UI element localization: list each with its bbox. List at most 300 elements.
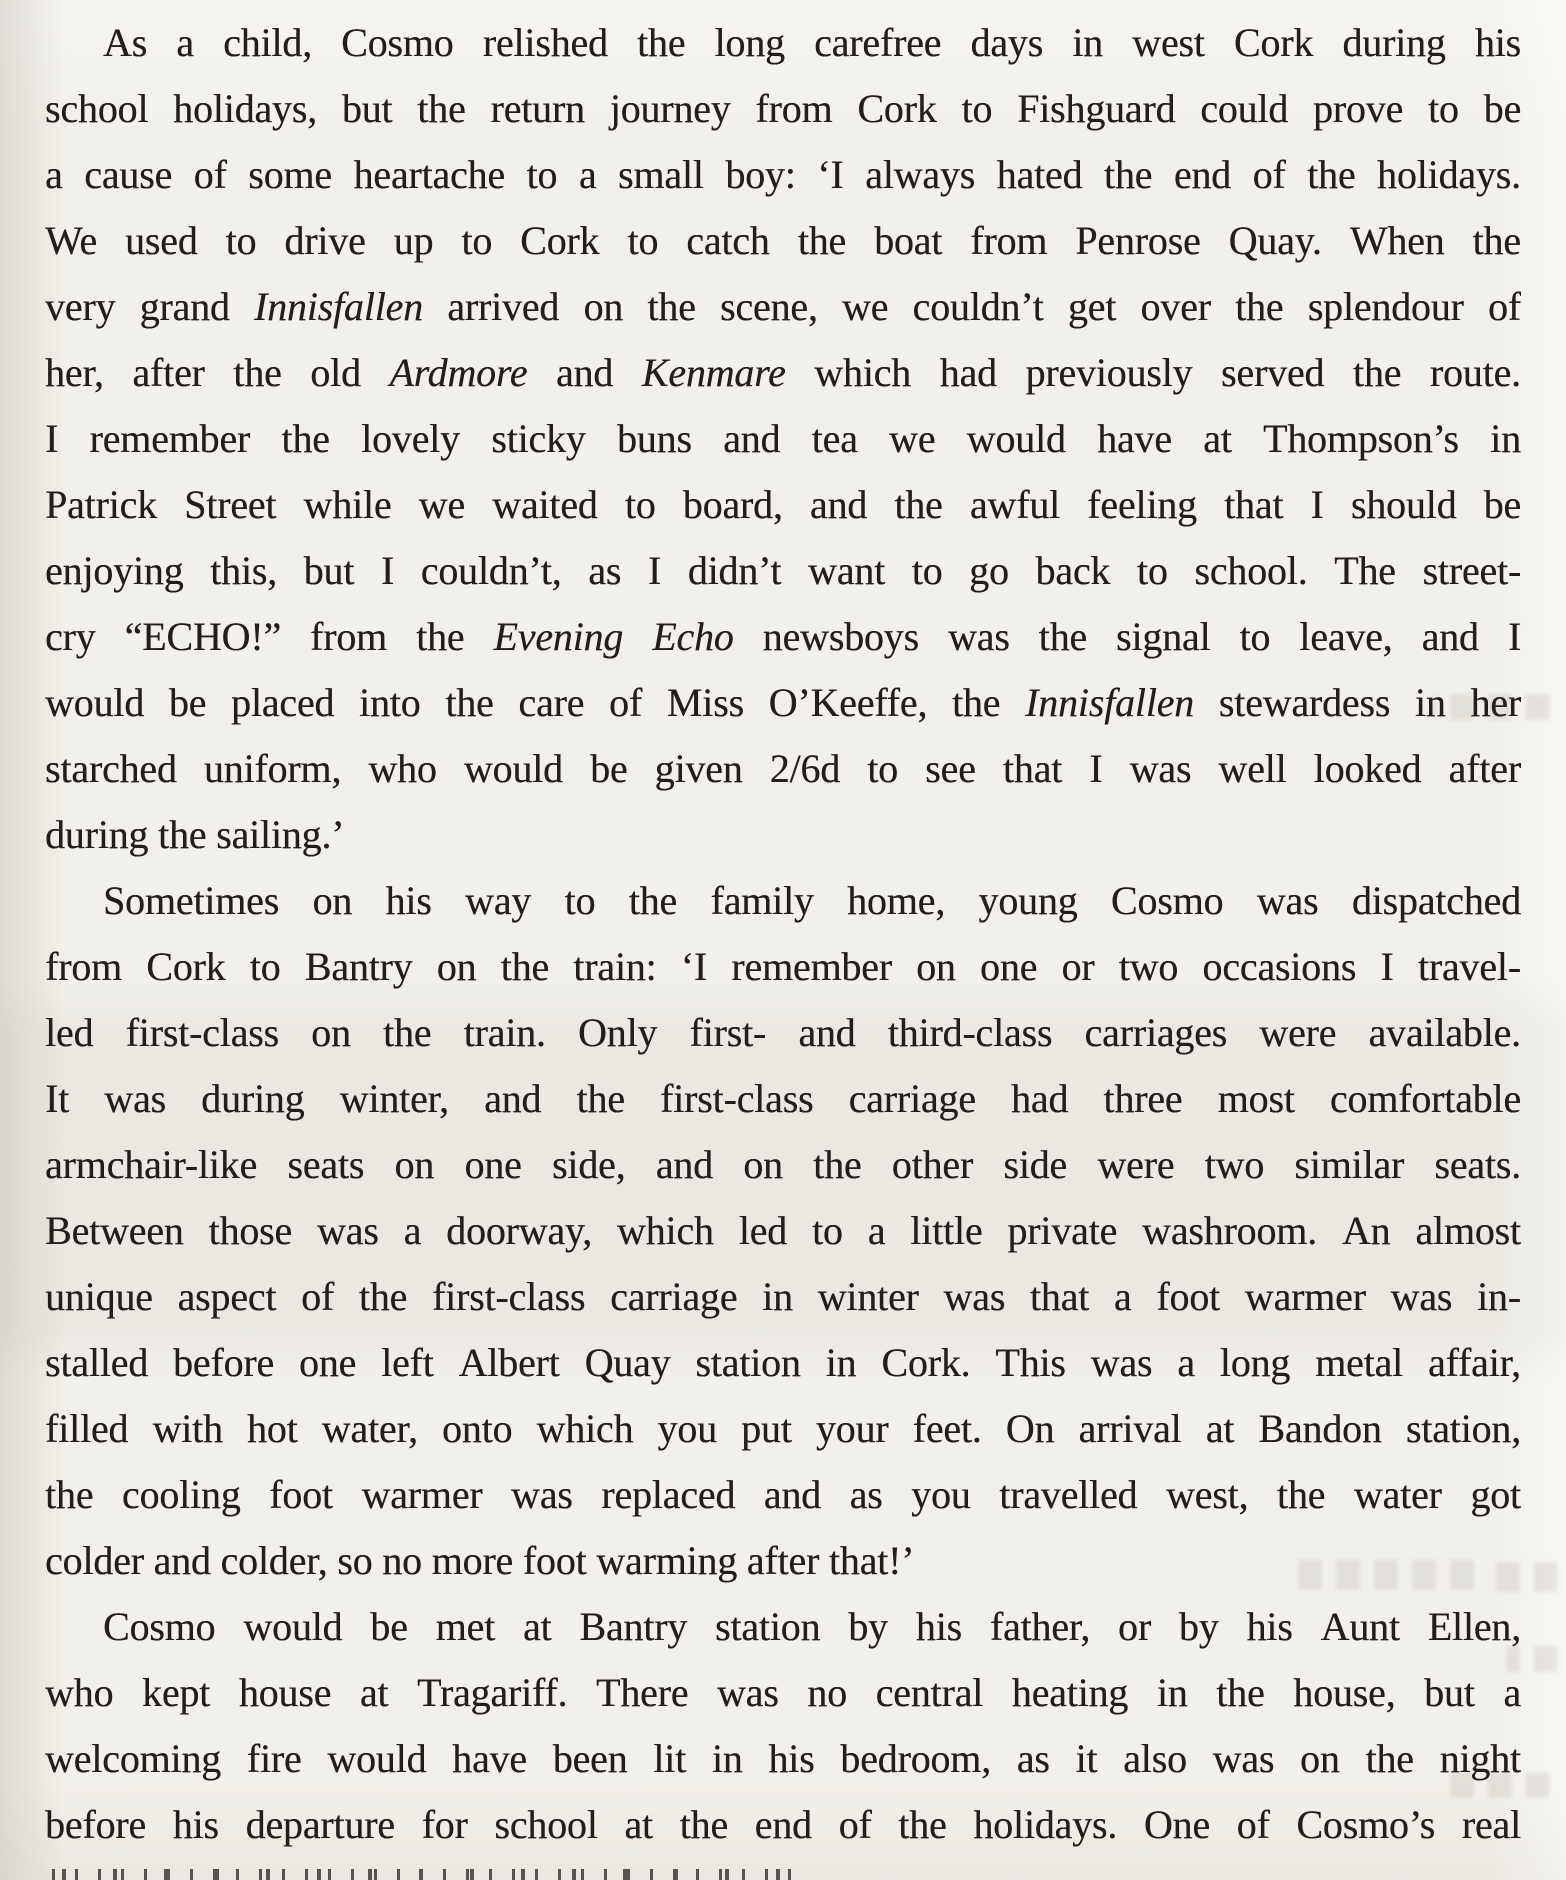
word: catch	[686, 218, 770, 263]
word: at	[1203, 416, 1232, 461]
text-line	[45, 10, 1521, 76]
text-line	[45, 1528, 1521, 1594]
word: way	[465, 878, 532, 923]
word: up	[393, 218, 434, 263]
word: at	[1205, 1406, 1235, 1451]
word: but	[341, 86, 393, 131]
word: go	[969, 548, 1009, 593]
text-line	[45, 1330, 1521, 1396]
word: occasions	[1202, 944, 1357, 989]
word: and	[723, 416, 781, 461]
word: as	[1016, 1736, 1050, 1781]
text: during the sailing.’	[45, 812, 345, 857]
word: street-	[1422, 548, 1521, 593]
word: his	[1246, 1604, 1293, 1649]
word: family	[710, 878, 814, 923]
text-line	[45, 472, 1521, 538]
word: was	[1212, 1736, 1275, 1781]
word: the	[797, 218, 846, 263]
paragraph	[45, 10, 1521, 868]
word: train.	[463, 1010, 546, 1055]
word: a	[1113, 1274, 1132, 1319]
word: Miss	[666, 680, 744, 725]
word: the	[45, 1472, 94, 1517]
word: was	[716, 1670, 779, 1715]
word: the	[1307, 152, 1356, 197]
word: to	[811, 1208, 843, 1253]
word: looked	[1313, 746, 1422, 791]
word: in	[762, 1274, 793, 1319]
word: station	[715, 1604, 821, 1649]
word: served	[1221, 350, 1325, 395]
word: long	[714, 20, 785, 65]
word: stewardess	[1218, 680, 1391, 725]
word: and	[798, 1010, 856, 1055]
word: When	[1349, 218, 1445, 263]
word: Cosmo’s	[1296, 1802, 1435, 1847]
word: while	[303, 482, 392, 527]
word: heartache	[353, 152, 505, 197]
word: to	[1239, 614, 1271, 659]
word: was	[1256, 878, 1319, 923]
word: we	[841, 284, 889, 329]
word: got	[1470, 1472, 1521, 1517]
word: buns	[616, 416, 692, 461]
word: before	[173, 1340, 274, 1385]
word: to	[911, 548, 943, 593]
word: Cork	[520, 218, 600, 263]
word: and	[555, 350, 614, 395]
word: of	[838, 1802, 872, 1847]
word: should	[1350, 482, 1457, 527]
word: most	[1217, 1076, 1295, 1121]
word: was	[1090, 1340, 1153, 1385]
word: you	[657, 1406, 717, 1451]
word: and	[484, 1076, 542, 1121]
word: An	[1341, 1208, 1391, 1253]
word: aspect	[177, 1274, 277, 1319]
word: cause	[84, 152, 173, 197]
word: train:	[573, 944, 657, 989]
word: carefree	[814, 20, 942, 65]
word: almost	[1415, 1208, 1521, 1253]
word: in-	[1476, 1274, 1521, 1319]
word: hot	[246, 1406, 298, 1451]
word: his	[1474, 20, 1521, 65]
word: left	[381, 1340, 434, 1385]
word: on	[436, 944, 477, 989]
word: water	[1353, 1472, 1442, 1517]
word: by	[1178, 1604, 1219, 1649]
word: water,	[321, 1406, 418, 1451]
word: over	[1140, 284, 1211, 329]
word: end	[754, 1802, 812, 1847]
word: private	[1007, 1208, 1118, 1253]
text-line	[45, 142, 1521, 208]
word: well	[1218, 746, 1287, 791]
text-line	[45, 802, 1521, 868]
word: led	[738, 1208, 787, 1253]
word: Quay	[584, 1340, 671, 1385]
word: was	[511, 1472, 573, 1517]
word: couldn’t,	[420, 548, 562, 593]
word: similar	[1294, 1142, 1405, 1187]
word: had	[1011, 1076, 1069, 1121]
word: Quay.	[1228, 218, 1322, 263]
word: Penrose	[1075, 218, 1201, 263]
word: relished	[482, 20, 608, 65]
word: leave,	[1299, 614, 1393, 659]
word: Tragariff.	[417, 1670, 568, 1715]
word: first-class	[125, 1010, 279, 1055]
word: prove	[1313, 86, 1404, 131]
word: west	[1132, 20, 1205, 65]
word: the	[445, 680, 494, 725]
italic-word: Innisfallen	[254, 284, 423, 329]
word: of	[1252, 152, 1286, 197]
word: would	[243, 1604, 343, 1649]
word: at	[624, 1802, 653, 1847]
word: other	[891, 1142, 973, 1187]
word: to	[1428, 86, 1459, 131]
word: remember	[731, 944, 892, 989]
word: travel-	[1417, 944, 1521, 989]
word: warmer	[1244, 1274, 1366, 1319]
word: Bantry	[579, 1604, 688, 1649]
word: father,	[989, 1604, 1091, 1649]
text: colder and colder, so no more foot warming after that!’	[45, 1538, 915, 1583]
word: and	[655, 1142, 713, 1187]
text-line	[45, 76, 1521, 142]
word: the	[813, 1142, 862, 1187]
word: The	[1334, 548, 1396, 593]
word: little	[910, 1208, 983, 1253]
word: led	[45, 1010, 94, 1055]
word: drive	[284, 218, 366, 263]
word: Bantry	[304, 944, 413, 989]
word: starched	[45, 746, 177, 791]
word: was	[943, 1274, 1006, 1319]
word: met	[435, 1604, 495, 1649]
word: I	[1380, 944, 1394, 989]
word: sticky	[491, 416, 586, 461]
word: the	[1216, 1670, 1265, 1715]
word: before	[45, 1802, 146, 1847]
word: given	[654, 746, 743, 791]
word: Albert	[458, 1340, 560, 1385]
word: the	[383, 1010, 432, 1055]
text-line	[45, 1198, 1521, 1264]
word: return	[490, 86, 585, 131]
word: we	[889, 416, 936, 461]
word: your	[815, 1406, 889, 1451]
word: in	[1414, 680, 1446, 725]
word: that	[1224, 482, 1284, 527]
word: I	[1089, 746, 1103, 791]
word: I	[45, 416, 59, 461]
word: school	[494, 1802, 598, 1847]
word: be	[1483, 86, 1521, 131]
word: had	[939, 350, 997, 395]
word: holidays.	[1377, 152, 1521, 197]
word: some	[248, 152, 332, 197]
word: armchair-like	[45, 1142, 258, 1187]
word: newsboys	[762, 614, 919, 659]
word: to	[564, 878, 596, 923]
word: signal	[1116, 614, 1211, 659]
text-line	[45, 1000, 1521, 1066]
word: was	[316, 1208, 379, 1253]
word: seats	[287, 1142, 365, 1187]
word: grand	[139, 284, 230, 329]
word: house,	[1293, 1670, 1396, 1715]
word: the	[233, 350, 282, 395]
word: this,	[210, 548, 277, 593]
word: first-	[689, 1010, 767, 1055]
word: but	[1424, 1670, 1475, 1715]
word: Cork	[1233, 20, 1314, 65]
word: as	[588, 548, 622, 593]
word: washroom.	[1142, 1208, 1317, 1253]
word: dispatched	[1351, 878, 1521, 923]
word: no	[807, 1670, 847, 1715]
word: to	[526, 152, 558, 197]
word: as	[849, 1472, 883, 1517]
word: Between	[45, 1208, 184, 1253]
word: to	[1136, 548, 1168, 593]
word: remember	[89, 416, 251, 461]
word: would	[463, 746, 563, 791]
word: were	[1097, 1142, 1175, 1187]
word: care	[518, 680, 585, 725]
word: it	[1075, 1736, 1098, 1781]
word: you	[911, 1472, 971, 1517]
word: boy:	[725, 152, 796, 197]
word: Sometimes	[103, 878, 279, 923]
word: lovely	[361, 416, 460, 461]
word: winter,	[339, 1076, 449, 1121]
word: have	[452, 1736, 527, 1781]
word: but	[303, 548, 355, 593]
word: lit	[653, 1736, 686, 1781]
word: station,	[1405, 1406, 1521, 1451]
word: be	[590, 746, 628, 791]
word: were	[1259, 1010, 1337, 1055]
word: real	[1461, 1802, 1521, 1847]
word: I	[647, 548, 661, 593]
word: to	[627, 218, 659, 263]
word: holidays.	[973, 1802, 1118, 1847]
italic-word: Ardmore	[389, 350, 528, 395]
word: night	[1439, 1736, 1521, 1781]
word: uniform,	[203, 746, 342, 791]
word: bedroom,	[840, 1736, 991, 1781]
word: previously	[1025, 350, 1193, 395]
word: his	[915, 1604, 962, 1649]
word: couldn’t	[912, 284, 1044, 329]
word: his	[768, 1736, 815, 1781]
word: was	[1390, 1274, 1453, 1319]
word: welcoming	[45, 1736, 221, 1781]
word: we	[418, 482, 465, 527]
word: in	[1490, 416, 1521, 461]
word: a	[867, 1208, 886, 1253]
word: Cosmo	[103, 1604, 216, 1649]
word: heating	[1011, 1670, 1129, 1715]
word: in	[1072, 20, 1103, 65]
word: This	[995, 1340, 1066, 1385]
word: I	[1507, 614, 1521, 659]
word: Bandon	[1258, 1406, 1382, 1451]
text-line	[45, 736, 1521, 802]
word: I	[1310, 482, 1324, 527]
word: the	[898, 1802, 947, 1847]
word: stalled	[45, 1340, 149, 1385]
word: a	[45, 152, 63, 197]
word: available.	[1368, 1010, 1521, 1055]
word: 2/6d	[769, 746, 841, 791]
text-line	[45, 868, 1521, 934]
word: O’Keeffe,	[768, 680, 928, 725]
word: the	[894, 482, 943, 527]
word: be	[1483, 482, 1521, 527]
word: tea	[811, 416, 858, 461]
word: or	[1061, 944, 1095, 989]
word: replaced	[601, 1472, 736, 1517]
word: two	[1204, 1142, 1264, 1187]
word: Ellen,	[1427, 1604, 1521, 1649]
word: on	[743, 1142, 783, 1187]
word: by	[848, 1604, 888, 1649]
word: three	[1103, 1076, 1183, 1121]
word: Thompson’s	[1263, 416, 1459, 461]
word: with	[152, 1406, 223, 1451]
word: of	[1487, 284, 1521, 329]
word: the	[417, 86, 466, 131]
word: awful	[969, 482, 1060, 527]
word: child,	[223, 20, 312, 65]
word: a	[578, 152, 597, 197]
word: side	[1003, 1142, 1067, 1187]
word: the	[416, 614, 465, 659]
body-text	[45, 10, 1521, 1858]
word: ‘I	[817, 152, 844, 197]
word: days	[970, 20, 1043, 65]
word: a	[1503, 1670, 1521, 1715]
word: As	[103, 20, 148, 65]
text-line	[45, 538, 1521, 604]
word: the	[628, 878, 677, 923]
word: which	[616, 1208, 714, 1253]
word: a	[176, 20, 194, 65]
word: carriage	[610, 1274, 738, 1319]
text-line	[45, 1396, 1521, 1462]
word: her,	[45, 350, 104, 395]
word: always	[865, 152, 976, 197]
word: would	[966, 416, 1066, 461]
word: the	[679, 1802, 728, 1847]
word: On	[1005, 1406, 1055, 1451]
word: Cork	[146, 944, 226, 989]
word: Aunt	[1320, 1604, 1400, 1649]
word: the	[636, 20, 686, 65]
word: carriages	[1084, 1010, 1228, 1055]
word: to	[867, 746, 898, 791]
word: for	[421, 1802, 468, 1847]
italic-word: Echo	[652, 614, 734, 659]
word: the	[951, 680, 1001, 725]
text-line	[45, 406, 1521, 472]
word: affair,	[1427, 1340, 1521, 1385]
word: on	[1300, 1736, 1340, 1781]
word: Patrick	[45, 482, 157, 527]
word: of	[301, 1274, 334, 1319]
word: first-class	[660, 1076, 814, 1121]
text-line	[45, 274, 1521, 340]
text-line	[45, 1726, 1521, 1792]
word: from	[45, 944, 122, 989]
word: of	[193, 152, 227, 197]
word: was	[1129, 746, 1192, 791]
word: very	[45, 284, 116, 329]
word: Fishguard	[1017, 86, 1176, 131]
word: and	[1421, 614, 1479, 659]
word: enjoying	[45, 548, 184, 593]
word: Cork.	[881, 1340, 971, 1385]
text-line	[45, 1264, 1521, 1330]
word: used	[124, 218, 198, 263]
word: from	[310, 614, 387, 659]
word: after	[132, 350, 205, 395]
word: on	[916, 944, 956, 989]
word: want	[808, 548, 885, 593]
word: was	[104, 1076, 166, 1121]
word: fire	[246, 1736, 302, 1781]
word: would	[327, 1736, 427, 1781]
word: put	[741, 1406, 792, 1451]
paragraph	[45, 1594, 1521, 1858]
word: splendour	[1307, 284, 1464, 329]
word: the	[1352, 350, 1402, 395]
word: also	[1123, 1736, 1187, 1781]
text-line	[45, 1594, 1521, 1660]
word: to	[249, 944, 281, 989]
word: was	[947, 614, 1010, 659]
word: small	[618, 152, 704, 197]
word: who	[368, 746, 437, 791]
word: Cosmo	[341, 20, 454, 65]
text-line	[45, 340, 1521, 406]
word: Street	[184, 482, 277, 527]
word: to	[461, 218, 493, 263]
word: station	[695, 1340, 801, 1385]
text-line	[45, 1462, 1521, 1528]
word: home,	[847, 878, 945, 923]
word: the	[1038, 614, 1087, 659]
word: doorway,	[446, 1208, 592, 1253]
text-line	[45, 1066, 1521, 1132]
word: during	[201, 1076, 305, 1121]
word: on	[583, 284, 624, 329]
word: arrived	[447, 284, 560, 329]
word: in	[1156, 1670, 1188, 1715]
word: Only	[578, 1010, 658, 1055]
word: on	[312, 878, 353, 923]
word: foot	[1156, 1274, 1220, 1319]
word: on	[311, 1010, 351, 1055]
word: that	[1029, 1274, 1090, 1319]
text-line	[45, 1660, 1521, 1726]
